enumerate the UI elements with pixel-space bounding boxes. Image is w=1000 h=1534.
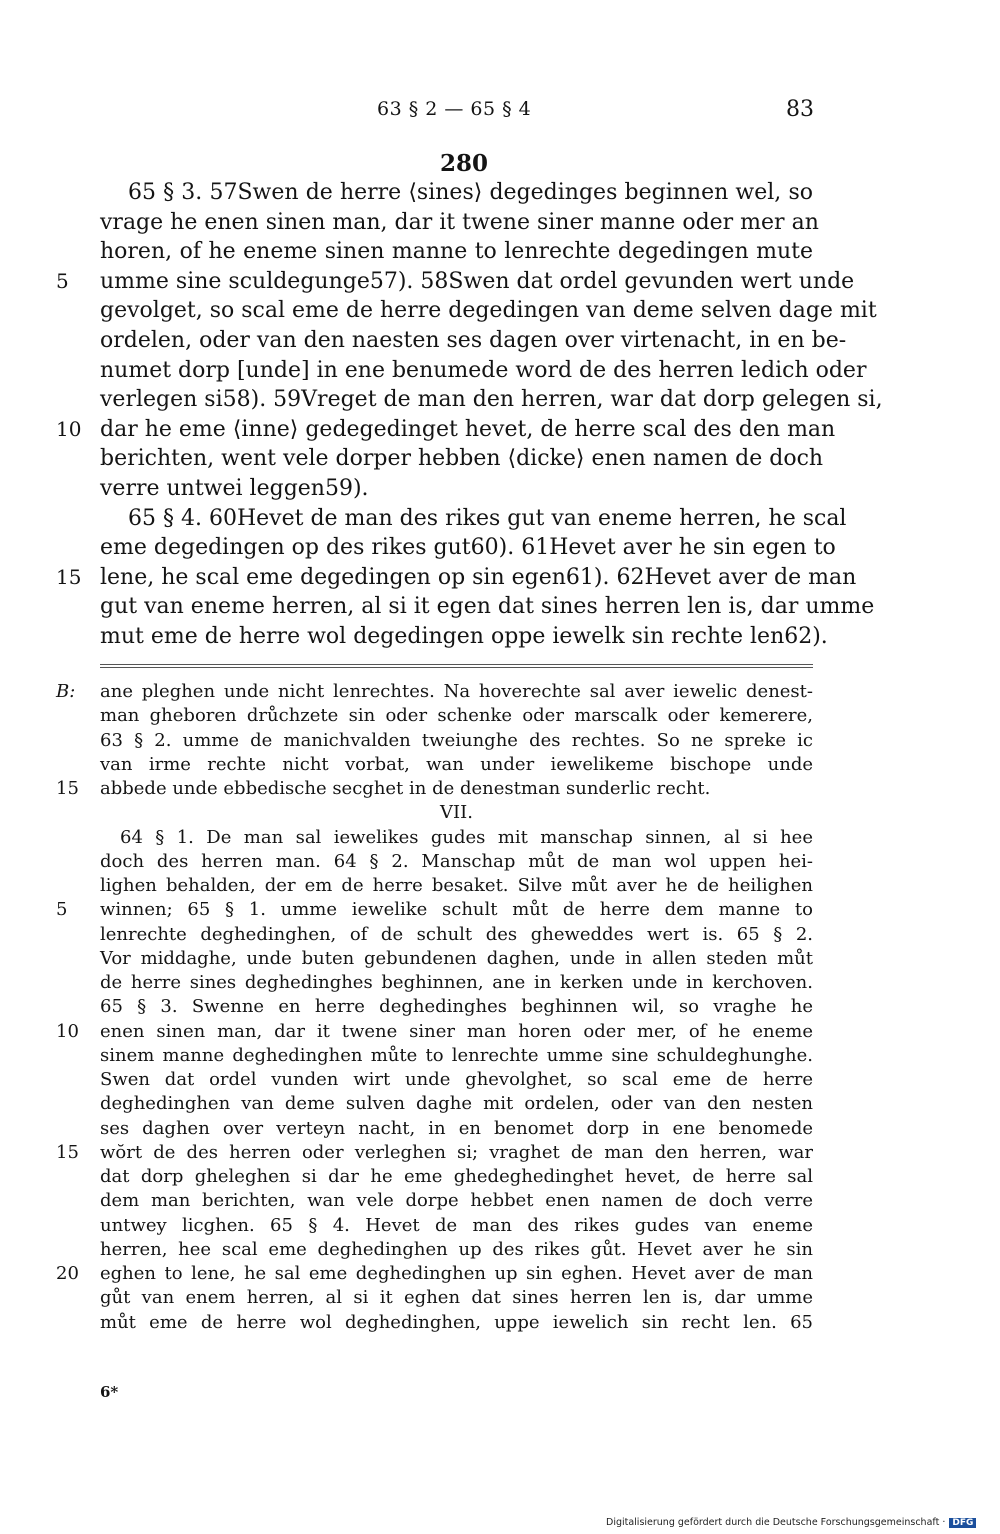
text-line (0, 923, 1000, 947)
funding-footer (606, 1517, 976, 1528)
text-line (0, 267, 1000, 297)
line-text: 65 § 3. 57Swen de herre ⟨sines⟩ degedinges beginnen wel, so (128, 180, 813, 205)
page-number: 83 (786, 97, 814, 122)
line-text: dat dorp gheleghen si dar he eme ghedeghedinghet hevet, de herre sal (100, 1166, 813, 1187)
text-line (0, 1020, 1000, 1044)
line-text: dem man berichten, wan vele dorpe hebbet enen namen de doch verre (100, 1190, 813, 1212)
text-line (0, 474, 1000, 504)
line-text: de herre sines deghedinghes beghinnen, ane in kerken unde in kerchoven. (100, 972, 813, 993)
line-text: 63 § 2. umme de manichvalden tweiunghe des rechtes. So ne spreke ic (100, 729, 813, 751)
line-text: Vor middaghe, unde buten gebundenen daghen, unde in allen steden můt (100, 947, 813, 969)
line-text: umme sine sculdegunge57). 58Swen dat ordel gevunden wert unde (100, 268, 855, 294)
text-line (0, 1092, 1000, 1116)
text-line (0, 753, 1000, 777)
signature-mark: 6* (100, 1383, 119, 1401)
text-line (0, 850, 1000, 874)
line-text: lene, he scal eme degedingen op sin egen61). 62Hevet aver de man (100, 564, 857, 590)
text-line (0, 1214, 1000, 1238)
text-line (0, 826, 1000, 850)
text-line (0, 1068, 1000, 1092)
line-text: eme degedingen op des rikes gut60). 61Hevet aver he sin egen to (100, 535, 836, 561)
line-number: 15 (56, 564, 82, 589)
line-text: VII. (440, 802, 473, 824)
line-text: doch des herren man. 64 § 2. Manschap můt de man wol uppen hei- (100, 850, 813, 872)
text-line (0, 504, 1000, 534)
text-line (0, 704, 1000, 728)
section-number: 280 (440, 150, 489, 177)
line-text: můt eme de herre wol deghedinghen, uppe iewelich sin recht len. 65 (100, 1311, 813, 1333)
line-text: abbede unde ebbedische secghet in de denestman sunderlic recht. (100, 778, 711, 799)
line-text: lenrechte deghedinghen, of de schult des gheweddes wert is. 65 § 2. (100, 923, 813, 945)
text-line (0, 178, 1000, 208)
line-text: lighen behalden, der em de herre besaket. Silve můt aver he de heilighen (100, 875, 813, 896)
line-text: verlegen si58). 59Vreget de man den herren, war dat dorp gelegen si, (100, 387, 883, 413)
variant-text-b (0, 680, 1000, 1335)
text-line (0, 1141, 1000, 1165)
text-line (0, 801, 1000, 825)
line-text: herren, hee scal eme deghedinghen up des rikes gůt. Hevet aver he sin (100, 1238, 813, 1260)
text-line (0, 1165, 1000, 1189)
line-text: man gheboren drůchzete sin oder schenke oder marscalk oder kemerere, (100, 705, 813, 727)
section-range: 63 § 2 — 65 § 4 (377, 98, 532, 120)
line-text: horen, of he eneme sinen manne to lenrechte degedingen mute (100, 239, 813, 265)
text-line (0, 592, 1000, 622)
line-text: van irme rechte nicht vorbat, wan under iewelikeme bischope unde (100, 753, 813, 775)
text-line (0, 622, 1000, 652)
dfg-logo: DFG (949, 1518, 976, 1528)
line-text: eghen to lene, he sal eme deghedinghen up sin eghen. Hevet aver de man (100, 1263, 813, 1284)
text-line (0, 326, 1000, 356)
main-text (0, 178, 1000, 652)
text-line (0, 898, 1000, 922)
line-text: wŏrt de des herren oder verleghen si; vraghet de man den herren, war (100, 1141, 813, 1163)
text-line (0, 1117, 1000, 1141)
funding-note: Digitalisierung gefördert durch die Deutsche Forschungsgemeinschaft · (606, 1517, 946, 1528)
text-line (0, 947, 1000, 971)
line-text: 64 § 1. De man sal iewelikes gudes mit manschap sinnen, al si hee (120, 826, 813, 848)
text-line (0, 1238, 1000, 1262)
text-line (0, 356, 1000, 386)
text-line (0, 237, 1000, 267)
text-line (0, 1044, 1000, 1068)
text-line (0, 1311, 1000, 1335)
line-text: vrage he enen sinen man, dar it twene siner manne oder mer an (100, 209, 819, 235)
line-text: enen sinen man, dar it twene siner man horen oder mer, of he eneme (100, 1020, 813, 1042)
text-line (0, 1286, 1000, 1310)
text-line (0, 995, 1000, 1019)
line-text: deghedinghen van deme sulven daghe mit ordelen, oder van den nesten (100, 1093, 813, 1115)
text-line (0, 444, 1000, 474)
line-number: 15 (56, 778, 79, 799)
line-text: ane pleghen unde nicht lenrechtes. Na hoverechte sal aver iewelic denest- (100, 681, 813, 702)
text-line (0, 296, 1000, 326)
line-text: gůt van enem herren, al si it eghen dat sines herren len is, dar umme (100, 1287, 813, 1309)
line-number: 5 (56, 268, 69, 293)
apparatus-divider (100, 664, 813, 668)
line-text: numet dorp [unde] in ene benumede word de des herren ledich oder (100, 357, 867, 383)
text-line (0, 385, 1000, 415)
text-line (0, 533, 1000, 563)
line-text: gevolget, so scal eme de herre degedingen van deme selven dage mit (100, 298, 877, 324)
text-line (0, 971, 1000, 995)
line-text: sinem manne deghedinghen můte to lenrechte umme sine schuldeghunghe. (100, 1044, 813, 1066)
line-text: 65 § 3. Swenne en herre deghedinghes beghinnen wil, so vraghe he (100, 996, 813, 1018)
line-text: untwey licghen. 65 § 4. Hevet de man des rikes gudes van eneme (100, 1214, 813, 1236)
text-line (0, 729, 1000, 753)
line-text: ordelen, oder van den naesten ses dagen over virtenacht, in en be- (100, 327, 847, 353)
text-line (0, 1189, 1000, 1213)
line-text: Swen dat ordel vunden wirt unde ghevolghet, so scal eme de herre (100, 1069, 813, 1090)
line-text: verre untwei leggen59). (100, 475, 369, 501)
text-line (0, 680, 1000, 704)
line-number: 10 (56, 416, 82, 441)
line-text: berichten, went vele dorper hebben ⟨dicke⟩ enen namen de doch (100, 446, 824, 472)
line-text: ses daghen over verteyn nacht, in en benomet dorp in ene benomede (100, 1117, 813, 1139)
text-line (0, 1262, 1000, 1286)
line-text: mut eme de herre wol degedingen oppe iewelk sin rechte len62). (100, 623, 828, 649)
text-line (0, 415, 1000, 445)
line-text: gut van eneme herren, al si it egen dat sines herren len is, dar umme (100, 594, 875, 620)
line-number: 20 (56, 1263, 79, 1284)
line-number: 15 (56, 1141, 79, 1163)
line-text: 65 § 4. 60Hevet de man des rikes gut van eneme herren, he scal (128, 505, 847, 531)
manuscript-siglum: B: (56, 681, 76, 702)
text-line (0, 874, 1000, 898)
line-text: dar he eme ⟨inne⟩ gedegedinget hevet, de herre scal des den man (100, 416, 836, 442)
text-line (0, 208, 1000, 238)
line-text: winnen; 65 § 1. umme iewelike schult můt de herre dem manne to (100, 899, 813, 921)
text-line (0, 777, 1000, 801)
line-number: 10 (56, 1020, 79, 1042)
text-line (0, 563, 1000, 593)
line-number: 5 (56, 899, 68, 921)
